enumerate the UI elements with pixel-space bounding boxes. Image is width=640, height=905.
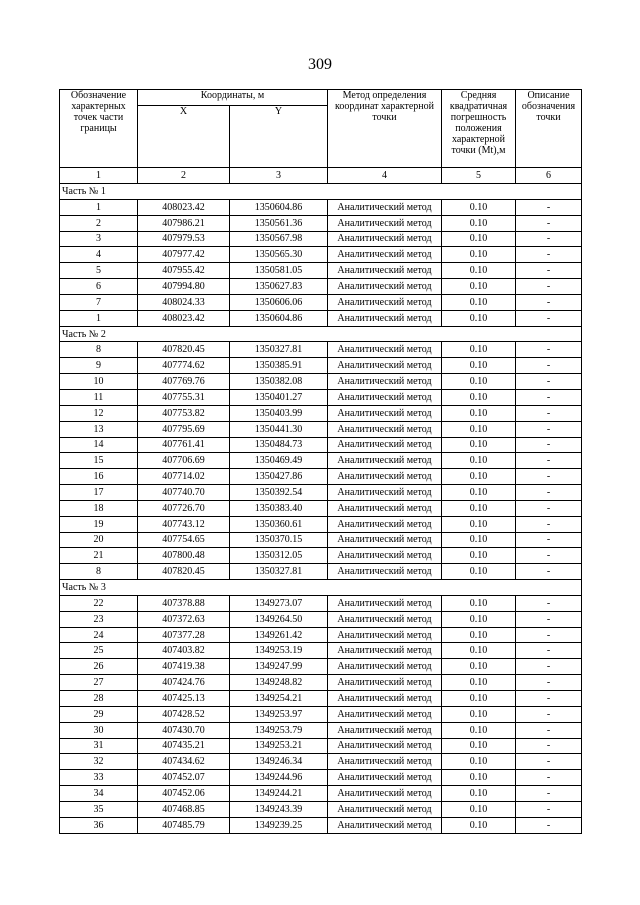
description-cell: - [516,675,582,691]
method-cell: Аналитический метод [328,675,442,691]
y-coordinate-cell: 1350427.86 [230,469,328,485]
accuracy-cell: 0.10 [442,754,516,770]
point-number-cell: 31 [60,738,138,754]
table-row [60,770,582,786]
description-cell: - [516,627,582,643]
method-cell: Аналитический метод [328,564,442,580]
column-number: 2 [138,168,230,184]
method-cell: Аналитический метод [328,611,442,627]
description-cell: - [516,405,582,421]
description-cell: - [516,516,582,532]
method-cell: Аналитический метод [328,706,442,722]
accuracy-cell: 0.10 [442,706,516,722]
accuracy-cell: 0.10 [442,817,516,833]
table-row [60,706,582,722]
point-number-cell: 20 [60,532,138,548]
method-cell: Аналитический метод [328,199,442,215]
description-cell: - [516,231,582,247]
description-cell: - [516,548,582,564]
y-coordinate-cell: 1349246.34 [230,754,328,770]
accuracy-cell: 0.10 [442,453,516,469]
point-number-cell: 11 [60,389,138,405]
x-coordinate-cell: 407994.80 [138,279,230,295]
table-row [60,310,582,326]
accuracy-cell: 0.10 [442,485,516,501]
table-row [60,548,582,564]
accuracy-cell: 0.10 [442,786,516,802]
column-number: 4 [328,168,442,184]
method-cell: Аналитический метод [328,310,442,326]
table-row [60,247,582,263]
x-coordinate-cell: 407761.41 [138,437,230,453]
description-cell: - [516,453,582,469]
method-cell: Аналитический метод [328,374,442,390]
point-number-cell: 24 [60,627,138,643]
accuracy-cell: 0.10 [442,231,516,247]
x-coordinate-cell: 407706.69 [138,453,230,469]
header-accuracy: Средняя квадратичная погрешность положения характерной точки (Mt),м [442,90,516,168]
x-coordinate-cell: 408023.42 [138,199,230,215]
y-coordinate-cell: 1350382.08 [230,374,328,390]
accuracy-cell: 0.10 [442,738,516,754]
description-cell: - [516,469,582,485]
x-coordinate-cell: 408023.42 [138,310,230,326]
point-number-cell: 19 [60,516,138,532]
table-row [60,738,582,754]
x-coordinate-cell: 407430.70 [138,722,230,738]
y-coordinate-cell: 1350383.40 [230,500,328,516]
table-body [60,184,582,834]
y-coordinate-cell: 1350604.86 [230,310,328,326]
description-cell: - [516,389,582,405]
accuracy-cell: 0.10 [442,215,516,231]
description-cell: - [516,738,582,754]
y-coordinate-cell: 1350604.86 [230,199,328,215]
method-cell: Аналитический метод [328,532,442,548]
accuracy-cell: 0.10 [442,294,516,310]
x-coordinate-cell: 407378.88 [138,595,230,611]
y-coordinate-cell: 1349247.99 [230,659,328,675]
y-coordinate-cell: 1349253.21 [230,738,328,754]
table-row [60,500,582,516]
description-cell: - [516,358,582,374]
table-row [60,595,582,611]
x-coordinate-cell: 407485.79 [138,817,230,833]
method-cell: Аналитический метод [328,754,442,770]
y-coordinate-cell: 1349244.21 [230,786,328,802]
table-row [60,263,582,279]
table-row [60,659,582,675]
table-row [60,817,582,833]
accuracy-cell: 0.10 [442,722,516,738]
x-coordinate-cell: 407979.53 [138,231,230,247]
point-number-cell: 2 [60,215,138,231]
table-row [60,231,582,247]
section-header-row [60,326,582,342]
y-coordinate-cell: 1350403.99 [230,405,328,421]
accuracy-cell: 0.10 [442,389,516,405]
method-cell: Аналитический метод [328,722,442,738]
x-coordinate-cell: 407743.12 [138,516,230,532]
x-coordinate-cell: 407977.42 [138,247,230,263]
y-coordinate-cell: 1349264.50 [230,611,328,627]
accuracy-cell: 0.10 [442,627,516,643]
column-number: 5 [442,168,516,184]
y-coordinate-cell: 1349253.79 [230,722,328,738]
y-coordinate-cell: 1350627.83 [230,279,328,295]
header-y: Y [230,106,328,168]
description-cell: - [516,754,582,770]
x-coordinate-cell: 407434.62 [138,754,230,770]
table-row [60,611,582,627]
x-coordinate-cell: 407820.45 [138,342,230,358]
y-coordinate-cell: 1349253.19 [230,643,328,659]
accuracy-cell: 0.10 [442,358,516,374]
table-row [60,279,582,295]
y-coordinate-cell: 1349253.97 [230,706,328,722]
accuracy-cell: 0.10 [442,516,516,532]
y-coordinate-cell: 1350327.81 [230,564,328,580]
point-number-cell: 4 [60,247,138,263]
section-title: Часть № 3 [60,580,582,596]
table-row [60,516,582,532]
y-coordinate-cell: 1350561.36 [230,215,328,231]
method-cell: Аналитический метод [328,691,442,707]
method-cell: Аналитический метод [328,786,442,802]
table-row [60,421,582,437]
description-cell: - [516,421,582,437]
y-coordinate-cell: 1349273.07 [230,595,328,611]
point-number-cell: 27 [60,675,138,691]
y-coordinate-cell: 1350565.30 [230,247,328,263]
section-title: Часть № 2 [60,326,582,342]
y-coordinate-cell: 1350567.98 [230,231,328,247]
description-cell: - [516,770,582,786]
y-coordinate-cell: 1350606.06 [230,294,328,310]
accuracy-cell: 0.10 [442,421,516,437]
y-coordinate-cell: 1350441.30 [230,421,328,437]
table-row [60,358,582,374]
accuracy-cell: 0.10 [442,263,516,279]
point-number-cell: 6 [60,279,138,295]
accuracy-cell: 0.10 [442,374,516,390]
accuracy-cell: 0.10 [442,437,516,453]
table-row [60,437,582,453]
table-row [60,754,582,770]
section-header-row [60,580,582,596]
point-number-cell: 30 [60,722,138,738]
description-cell: - [516,595,582,611]
x-coordinate-cell: 407403.82 [138,643,230,659]
accuracy-cell: 0.10 [442,405,516,421]
table-row [60,691,582,707]
point-number-cell: 22 [60,595,138,611]
table-row [60,485,582,501]
table-row [60,532,582,548]
accuracy-cell: 0.10 [442,199,516,215]
table-row [60,405,582,421]
method-cell: Аналитический метод [328,405,442,421]
x-coordinate-cell: 407452.06 [138,786,230,802]
y-coordinate-cell: 1349261.42 [230,627,328,643]
accuracy-cell: 0.10 [442,691,516,707]
y-coordinate-cell: 1350401.27 [230,389,328,405]
section-title: Часть № 1 [60,184,582,200]
x-coordinate-cell: 407372.63 [138,611,230,627]
accuracy-cell: 0.10 [442,801,516,817]
description-cell: - [516,611,582,627]
header-coordinates: Координаты, м [138,90,328,106]
header-x: X [138,106,230,168]
table-row [60,627,582,643]
description-cell: - [516,485,582,501]
accuracy-cell: 0.10 [442,611,516,627]
accuracy-cell: 0.10 [442,595,516,611]
point-number-cell: 3 [60,231,138,247]
accuracy-cell: 0.10 [442,342,516,358]
description-cell: - [516,247,582,263]
x-coordinate-cell: 407714.02 [138,469,230,485]
y-coordinate-cell: 1350385.91 [230,358,328,374]
method-cell: Аналитический метод [328,279,442,295]
y-coordinate-cell: 1349239.25 [230,817,328,833]
point-number-cell: 33 [60,770,138,786]
y-coordinate-cell: 1349244.96 [230,770,328,786]
table-row [60,786,582,802]
description-cell: - [516,817,582,833]
table-row [60,801,582,817]
method-cell: Аналитический метод [328,500,442,516]
description-cell: - [516,801,582,817]
x-coordinate-cell: 407800.48 [138,548,230,564]
x-coordinate-cell: 407452.07 [138,770,230,786]
accuracy-cell: 0.10 [442,564,516,580]
coordinates-table [59,89,582,834]
description-cell: - [516,342,582,358]
table-row [60,215,582,231]
table-row [60,389,582,405]
x-coordinate-cell: 407795.69 [138,421,230,437]
accuracy-cell: 0.10 [442,500,516,516]
column-number: 6 [516,168,582,184]
point-number-cell: 23 [60,611,138,627]
description-cell: - [516,310,582,326]
point-number-cell: 8 [60,564,138,580]
x-coordinate-cell: 407428.52 [138,706,230,722]
column-number: 3 [230,168,328,184]
point-number-cell: 17 [60,485,138,501]
description-cell: - [516,374,582,390]
accuracy-cell: 0.10 [442,247,516,263]
description-cell: - [516,786,582,802]
x-coordinate-cell: 407754.65 [138,532,230,548]
point-number-cell: 9 [60,358,138,374]
description-cell: - [516,263,582,279]
point-number-cell: 7 [60,294,138,310]
method-cell: Аналитический метод [328,437,442,453]
method-cell: Аналитический метод [328,247,442,263]
y-coordinate-cell: 1349248.82 [230,675,328,691]
point-number-cell: 34 [60,786,138,802]
method-cell: Аналитический метод [328,516,442,532]
y-coordinate-cell: 1350581.05 [230,263,328,279]
x-coordinate-cell: 407377.28 [138,627,230,643]
description-cell: - [516,691,582,707]
point-number-cell: 8 [60,342,138,358]
x-coordinate-cell: 407955.42 [138,263,230,279]
method-cell: Аналитический метод [328,421,442,437]
method-cell: Аналитический метод [328,801,442,817]
y-coordinate-cell: 1349254.21 [230,691,328,707]
y-coordinate-cell: 1350484.73 [230,437,328,453]
method-cell: Аналитический метод [328,770,442,786]
x-coordinate-cell: 407424.76 [138,675,230,691]
point-number-cell: 5 [60,263,138,279]
method-cell: Аналитический метод [328,453,442,469]
x-coordinate-cell: 407774.62 [138,358,230,374]
column-number: 1 [60,168,138,184]
description-cell: - [516,215,582,231]
point-number-cell: 29 [60,706,138,722]
method-cell: Аналитический метод [328,231,442,247]
method-cell: Аналитический метод [328,643,442,659]
header-method: Метод определения координат характерной точки [328,90,442,168]
header-point-designation: Обозначение характерных точек части границы [60,90,138,168]
column-number-row [60,168,582,184]
x-coordinate-cell: 407425.13 [138,691,230,707]
table-row [60,643,582,659]
accuracy-cell: 0.10 [442,532,516,548]
accuracy-cell: 0.10 [442,659,516,675]
point-number-cell: 14 [60,437,138,453]
point-number-cell: 36 [60,817,138,833]
description-cell: - [516,532,582,548]
accuracy-cell: 0.10 [442,770,516,786]
method-cell: Аналитический метод [328,738,442,754]
table-row [60,374,582,390]
accuracy-cell: 0.10 [442,643,516,659]
method-cell: Аналитический метод [328,627,442,643]
table-row [60,675,582,691]
header-description: Описание обозначения точки [516,90,582,168]
x-coordinate-cell: 407740.70 [138,485,230,501]
method-cell: Аналитический метод [328,548,442,564]
table-row [60,453,582,469]
point-number-cell: 12 [60,405,138,421]
section-header-row [60,184,582,200]
y-coordinate-cell: 1350469.49 [230,453,328,469]
point-number-cell: 10 [60,374,138,390]
y-coordinate-cell: 1350360.61 [230,516,328,532]
method-cell: Аналитический метод [328,342,442,358]
point-number-cell: 26 [60,659,138,675]
description-cell: - [516,564,582,580]
point-number-cell: 18 [60,500,138,516]
y-coordinate-cell: 1350327.81 [230,342,328,358]
point-number-cell: 32 [60,754,138,770]
x-coordinate-cell: 407755.31 [138,389,230,405]
point-number-cell: 25 [60,643,138,659]
description-cell: - [516,500,582,516]
y-coordinate-cell: 1350312.05 [230,548,328,564]
description-cell: - [516,643,582,659]
method-cell: Аналитический метод [328,485,442,501]
point-number-cell: 13 [60,421,138,437]
method-cell: Аналитический метод [328,389,442,405]
method-cell: Аналитический метод [328,215,442,231]
page-number: 309 [308,56,332,73]
description-cell: - [516,706,582,722]
method-cell: Аналитический метод [328,595,442,611]
table-row [60,564,582,580]
description-cell: - [516,294,582,310]
accuracy-cell: 0.10 [442,310,516,326]
x-coordinate-cell: 407986.21 [138,215,230,231]
method-cell: Аналитический метод [328,469,442,485]
accuracy-cell: 0.10 [442,548,516,564]
y-coordinate-cell: 1350370.15 [230,532,328,548]
table-row [60,294,582,310]
method-cell: Аналитический метод [328,817,442,833]
point-number-cell: 16 [60,469,138,485]
x-coordinate-cell: 407769.76 [138,374,230,390]
accuracy-cell: 0.10 [442,469,516,485]
point-number-cell: 28 [60,691,138,707]
description-cell: - [516,279,582,295]
table-row [60,469,582,485]
point-number-cell: 35 [60,801,138,817]
x-coordinate-cell: 407726.70 [138,500,230,516]
method-cell: Аналитический метод [328,659,442,675]
accuracy-cell: 0.10 [442,279,516,295]
point-number-cell: 1 [60,199,138,215]
point-number-cell: 15 [60,453,138,469]
description-cell: - [516,722,582,738]
method-cell: Аналитический метод [328,358,442,374]
x-coordinate-cell: 407468.85 [138,801,230,817]
point-number-cell: 1 [60,310,138,326]
x-coordinate-cell: 407753.82 [138,405,230,421]
table-row [60,722,582,738]
y-coordinate-cell: 1349243.39 [230,801,328,817]
x-coordinate-cell: 408024.33 [138,294,230,310]
method-cell: Аналитический метод [328,263,442,279]
table-row [60,199,582,215]
description-cell: - [516,659,582,675]
description-cell: - [516,199,582,215]
accuracy-cell: 0.10 [442,675,516,691]
x-coordinate-cell: 407820.45 [138,564,230,580]
x-coordinate-cell: 407419.38 [138,659,230,675]
y-coordinate-cell: 1350392.54 [230,485,328,501]
description-cell: - [516,437,582,453]
point-number-cell: 21 [60,548,138,564]
method-cell: Аналитический метод [328,294,442,310]
x-coordinate-cell: 407435.21 [138,738,230,754]
table-row [60,342,582,358]
